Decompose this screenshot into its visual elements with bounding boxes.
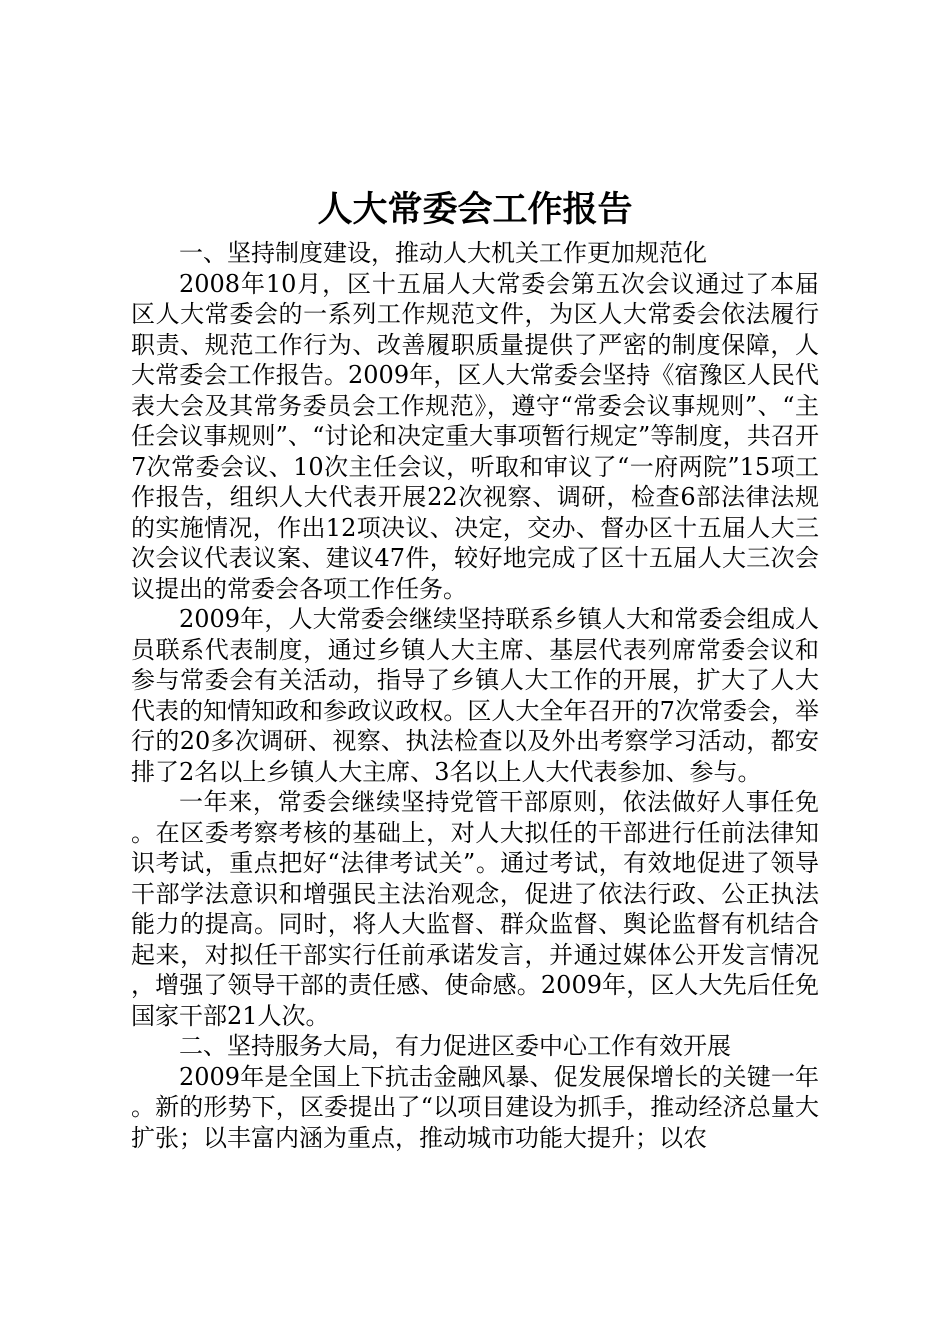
paragraph-4: 2009年是全国上下抗击金融风暴、促发展保增长的关键一年。新的形势下，区委提出了“以项目建设为抓手，推动经济总量大扩张；以丰富内涵为重点，推动城市功能大提升；以农	[131, 1062, 819, 1152]
section-heading-1: 一、坚持制度建设，推动人大机关工作更加规范化	[179, 239, 707, 267]
paragraph-2: 2009年，人大常委会继续坚持联系乡镇人大和常委会组成人员联系代表制度，通过乡镇人大主席、基层代表列席常委会议和参与常委会有关活动，指导了乡镇人大工作的开展，扩大了人大代表的知情知政和参政议政权。区人大全年召开的7次常委会，举行的20多次调研、视察、执法检查以及外出考察学习活动，都安排了2名以上乡镇人大主席、3名以上人大代表参加、参与。	[131, 605, 819, 786]
document-body	[131, 238, 819, 1153]
paragraph-1: 2008年10月，区十五届人大常委会第五次会议通过了本届区人大常委会的一系列工作规范文件，为区人大常委会依法履行职责、规范工作行为、改善履职质量提供了严密的制度保障，人大常委会工作报告。2009年，区人大常委会坚持《宿豫区人民代表大会及其常务委员会工作规范》，遵守“常委会议事规则”、“主任会议事规则”、“讨论和决定重大事项暂行规定”等制度，共召开7次常委会议、10次主任会议，听取和审议了“一府两院”15项工作报告，组织人大代表开展22次视察、调研，检查6部法律法规的实施情况，作出12项决议、决定，交办、督办区十五届人大三次会议代表议案、建议47件，较好地完成了区十五届人大三次会议提出的常委会各项工作任务。	[131, 269, 819, 603]
paragraph-3: 一年来，常委会继续坚持党管干部原则，依法做好人事任免。在区委考察考核的基础上，对人大拟任的干部进行任前法律知识考试，重点把好“法律考试关”。通过考试，有效地促进了领导干部学法意识和增强民主法治观念，促进了依法行政、公正执法能力的提高。同时，将人大监督、群众监督、舆论监督有机结合起来，对拟任干部实行任前承诺发言，并通过媒体公开发言情况，增强了领导干部的责任感、使命感。2009年，区人大先后任免国家干部21人次。	[131, 788, 819, 1030]
section-heading-2: 二、坚持服务大局，有力促进区委中心工作有效开展	[179, 1032, 731, 1060]
document-title: 人大常委会工作报告	[317, 189, 633, 230]
